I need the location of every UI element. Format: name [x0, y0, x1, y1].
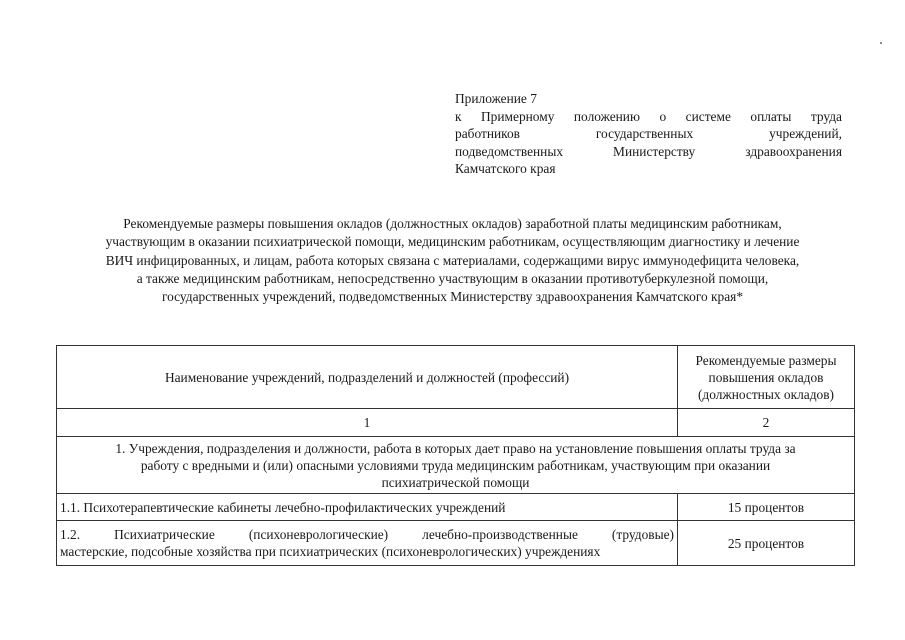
- column-number: 1: [57, 409, 678, 437]
- title-line: государственных учреждений, подведомственных Министерству здравоохранения Камчатского края*: [161, 289, 744, 305]
- table-row: [57, 494, 855, 521]
- appendix-block: [455, 90, 842, 178]
- section-heading-line: работу с вредными и (или) опасными условиями труда медицинским работникам, участвующим при оказании: [140, 457, 771, 473]
- document-title: [55, 215, 850, 306]
- appendix-reference-line: Камчатского края: [455, 161, 556, 176]
- header-rate-line: (должностных окладов): [697, 386, 835, 402]
- row-rate-cell: 15 процентов: [678, 494, 855, 521]
- appendix-reference-line: работников государственных учреждений,: [455, 126, 842, 141]
- section-heading-line: психиатрической помощи: [381, 474, 530, 490]
- row-name-line: мастерские, подсобные хозяйства при психиатрических (психоневрологических) учреждениях: [60, 544, 601, 559]
- header-name-cell: Наименование учреждений, подразделений и должностей (профессий): [57, 346, 678, 409]
- appendix-reference-line: подведомственных Министерству здравоохранения: [455, 143, 842, 159]
- header-rate-line: Рекомендуемые размеры: [695, 352, 837, 368]
- appendix-reference-line: к Примерному положению о системе оплаты труда: [455, 108, 842, 124]
- row-name-cell: 1.1. Психотерапевтические кабинеты лечебно-профилактических учреждений: [57, 494, 678, 521]
- section-heading-line: 1. Учреждения, подразделения и должности, работа в которых дает право на установление повышения оплаты труда за: [115, 440, 796, 456]
- table-row: [57, 521, 855, 566]
- title-line: а также медицинским работникам, непосредственно участвующим в оказании противотуберкулезной помощи,: [136, 270, 769, 286]
- table-header-row: [57, 346, 855, 409]
- scan-speck: [880, 42, 882, 44]
- row-name-line: 1.2. Психиатрические (психоневрологические) лечебно-производственные (трудовые): [60, 527, 674, 542]
- title-line: ВИЧ инфицированных, и лицам, работа которых связана с материалами, содержащими вирус иммунодефицита человека,: [105, 252, 800, 268]
- column-number-row: [57, 409, 855, 437]
- row-name-cell: [57, 521, 678, 566]
- appendix-number: Приложение 7: [455, 91, 537, 106]
- title-line: Рекомендуемые размеры повышения окладов (должностных окладов) заработной платы медицинским работникам,: [123, 216, 782, 231]
- title-line: участвующим в оказании психиатрической помощи, медицинским работникам, осуществляющим диагностику и лечение: [105, 234, 800, 250]
- section-heading-cell: [57, 437, 855, 494]
- row-rate-cell: 25 процентов: [678, 521, 855, 566]
- section-heading-row: [57, 437, 855, 494]
- header-rate-line: повышения окладов: [708, 369, 824, 385]
- header-rate-cell: [678, 346, 855, 409]
- rates-table: [56, 345, 855, 566]
- column-number: 2: [678, 409, 855, 437]
